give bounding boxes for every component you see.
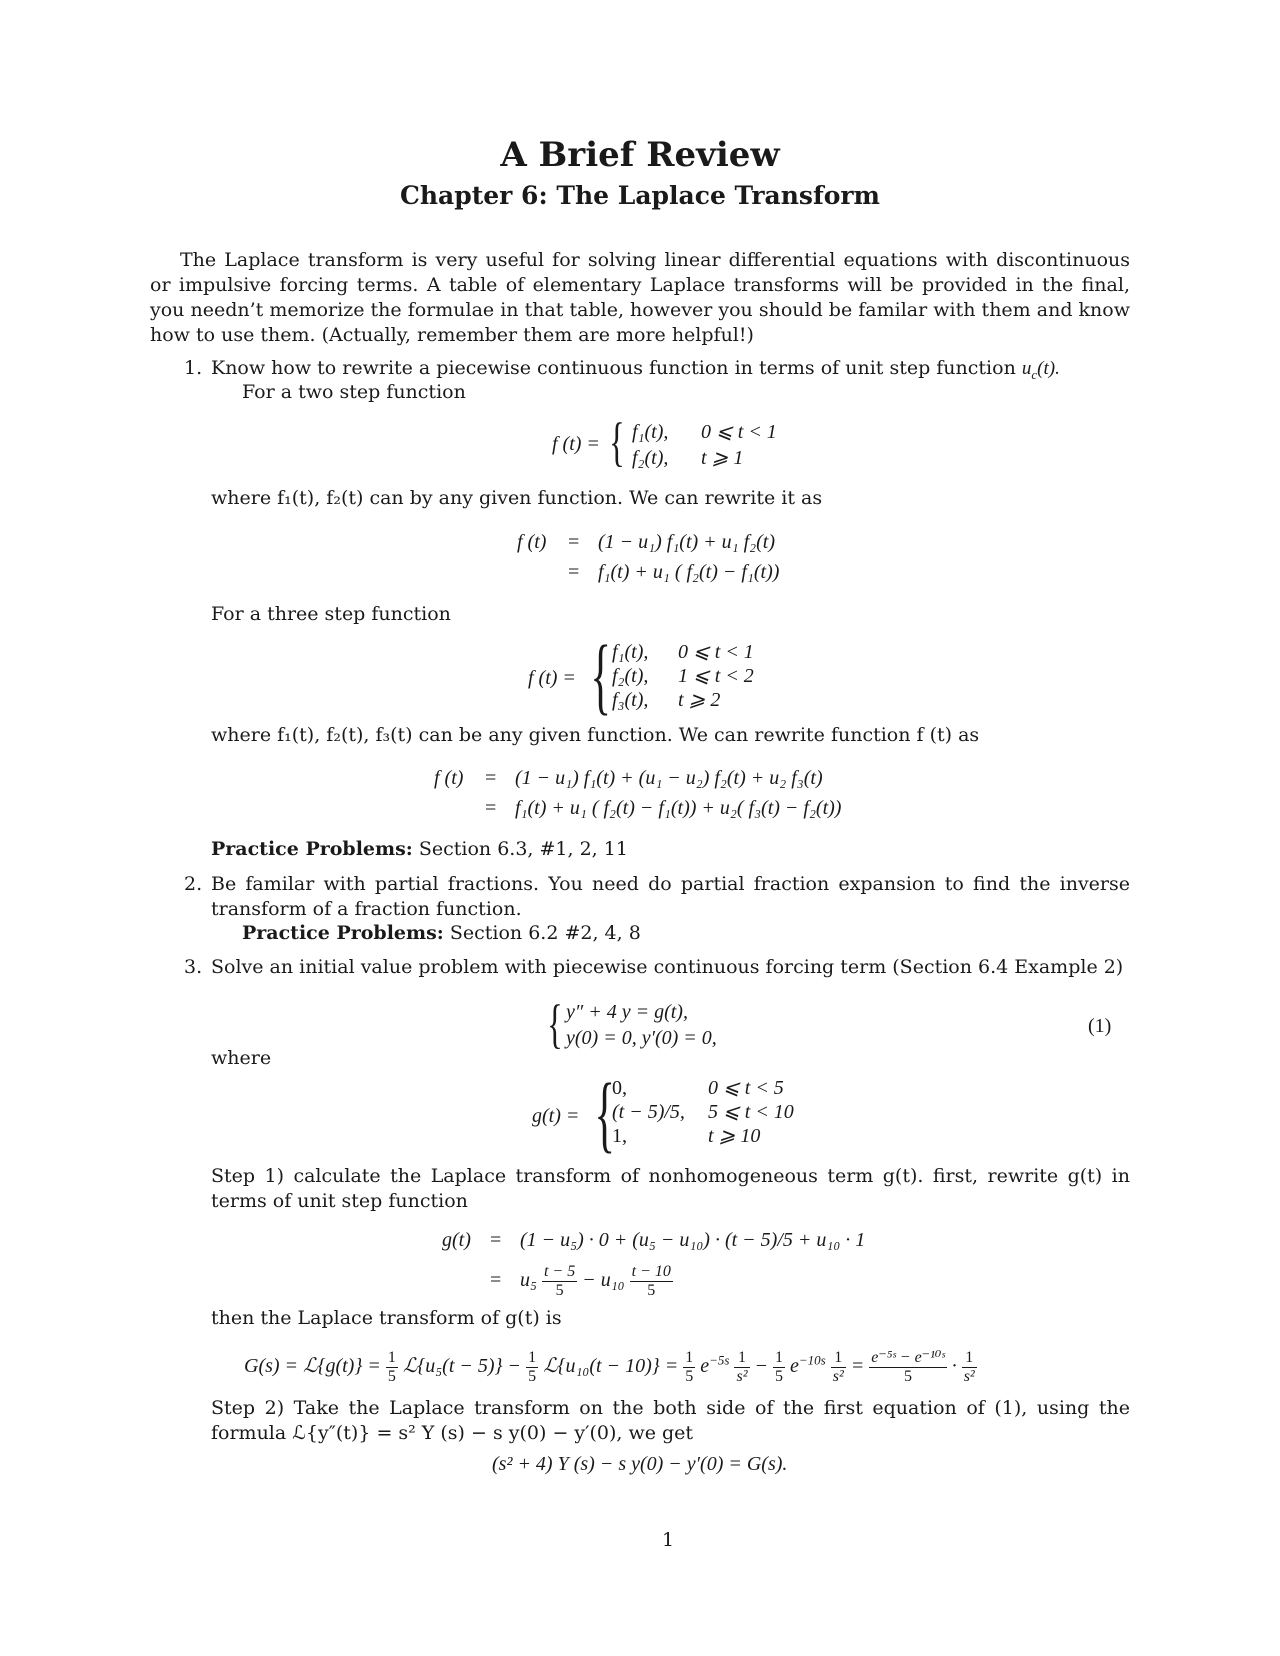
item-3-number: 3. — [184, 956, 203, 978]
g-case-2-cond: 5 ⩽ t < 10 — [708, 1101, 794, 1123]
two-step-case-2-cond: t ⩾ 1 — [701, 447, 744, 469]
g-case-3-cond: t ⩾ 10 — [708, 1125, 761, 1147]
equation-number: (1) — [1088, 1015, 1112, 1037]
G-frac-5: $\frac{1}{5}$ — [775, 1348, 784, 1385]
three-step-rewrite-rhs-2: f₁(t) + u₁ ( f₂(t) − f₁(t)) + u₂( f₃(t) − f₂(t)) — [515, 797, 842, 819]
three-step-rewrite-rhs-1: (1 − u₁) f₁(t) + (u₁ − u₂) f₂(t) + u₂ f₃(t) — [515, 767, 823, 789]
three-step-rewrite-eq-2: = — [485, 797, 497, 819]
item-1-practice-text: Section 6.3, #1, 2, 11 — [418, 838, 628, 860]
g-lhs: g(t) = — [532, 1105, 580, 1127]
g-rewrite-eq-2: = — [490, 1269, 502, 1291]
g-rewrite-eq-1: = — [490, 1229, 502, 1251]
two-step-case-2-fn: f₂(t), — [632, 447, 669, 469]
item-1-text — [211, 356, 1060, 381]
g-case-1-cond: 0 ⩽ t < 5 — [708, 1077, 784, 1099]
G-frac-6: $\frac{1}{\text{s²}}$ — [832, 1348, 844, 1385]
then-text: then the Laplace transform of g(t) is — [211, 1307, 562, 1329]
two-step-rewrite-rhs-2: f₁(t) + u₁ ( f₂(t) − f₁(t)) — [598, 561, 780, 583]
G-frac-8: $\frac{1}{\text{s²}}$ — [963, 1348, 975, 1385]
two-step-case-1-fn: f₁(t), — [632, 421, 669, 443]
G-equation: G(s) = ℒ{g(t)} = $\frac{1}{5}$ ℒ{u₅(t − 5)} − $\frac{1}{5}$ ℒ{u₁₀(t − 10)} = $\frac{1}{5}$ $e^{-5s}$ $\frac{1}{\text{s²}}$ − $\frac{1}{5}$ $e^{-10s}$ $\frac{1}{\text{s²}}$ = $\frac{\text{e⁻⁵ˢ − e⁻¹⁰ˢ}}{5}$ · $\frac{1}{\text{s²}}$ — [244, 1348, 975, 1385]
item-1-practice — [211, 837, 628, 862]
three-step-case-3-fn: f₃(t), — [612, 689, 649, 711]
two-step-lhs: f (t) = — [552, 433, 600, 455]
three-step-case-1-cond: 0 ⩽ t < 1 — [678, 641, 754, 663]
three-step-brace: { — [590, 627, 611, 723]
two-step-rewrite-lhs: f (t) — [517, 531, 547, 553]
page-title: A Brief Review — [500, 135, 780, 175]
three-step-where: where f₁(t), f₂(t), f₃(t) can be any given function. We can rewrite function f (t) as — [211, 724, 980, 746]
two-step-rewrite-eq-1: = — [568, 531, 580, 553]
three-step-case-2-fn: f₂(t), — [612, 665, 649, 687]
three-step-label: For a three step function — [211, 603, 451, 625]
ivp-line-2: y(0) = 0, y′(0) = 0, — [566, 1027, 717, 1049]
G-frac-3: $\frac{1}{5}$ — [685, 1348, 694, 1385]
item-1-practice-label: Practice Problems: — [211, 838, 413, 860]
item-2-practice-text: Section 6.2 #2, 4, 8 — [449, 922, 641, 944]
three-step-case-3-cond: t ⩾ 2 — [678, 689, 721, 711]
unit-step-symbol: $u_c(t)$. — [1021, 358, 1060, 382]
g-rewrite-line-1: (1 − u₅) · 0 + (u₅ − u₁₀) · (t − 5)/5 + u₁₀ · 1 — [520, 1229, 866, 1251]
intro-paragraph: The Laplace transform is very useful for solving linear differential equations with discontinuous or impulsive forcing terms. A table of elementary Laplace transforms will be provided in the final, you needn’t memorize the formulae in that table, however you should be familar with them and know how to use them. (Actually, remember them are more helpful!) — [150, 249, 1130, 346]
three-step-case-1-fn: f₁(t), — [612, 641, 649, 663]
ivp-line-1: y″ + 4 y = g(t), — [566, 1001, 688, 1023]
item-2-practice-label: Practice Problems: — [242, 922, 444, 944]
g-frac-2: $\frac{t - 10}{5}$ — [631, 1262, 671, 1299]
G-frac-1: $\frac{1}{5}$ — [387, 1348, 396, 1385]
g-frac-1: $\frac{t - 5}{5}$ — [543, 1262, 576, 1299]
item-1-text-body: Know how to rewrite a piecewise continuous function in terms of unit step function — [211, 357, 1016, 379]
two-step-where: where f₁(t), f₂(t) can by any given function. We can rewrite it as — [211, 487, 823, 509]
G-frac-4: $\frac{1}{\text{s²}}$ — [736, 1348, 748, 1385]
step-1-text: Step 1) calculate the Laplace transform of nonhomogeneous term g(t). first, rewrite g(t) in terms of unit step function — [211, 1165, 1130, 1212]
item-3-text: Solve an initial value problem with piecewise continuous forcing term (Section 6.4 Example 2) — [211, 956, 1124, 978]
two-step-rewrite-eq-2: = — [568, 561, 580, 583]
item-2-practice — [242, 921, 641, 946]
three-step-lhs: f (t) = — [528, 667, 576, 689]
two-step-case-1-cond: 0 ⩽ t < 1 — [701, 421, 777, 443]
two-step-brace: { — [609, 412, 625, 472]
g-case-2-fn: (t − 5)/5, — [612, 1101, 685, 1123]
g-rewrite-line-2: u₅ $\frac{t - 5}{5}$ − u₁₀ $\frac{t - 10}{5}$ — [520, 1262, 671, 1299]
page-subtitle: Chapter 6: The Laplace Transform — [399, 181, 881, 210]
item-1-number: 1. — [184, 357, 203, 379]
final-equation: (s² + 4) Y (s) − s y(0) − y′(0) = G(s). — [492, 1453, 788, 1475]
G-frac-7: $\frac{\text{e⁻⁵ˢ − e⁻¹⁰ˢ}}{5}$ — [871, 1348, 945, 1385]
where-label: where — [211, 1047, 272, 1069]
three-step-rewrite-eq-1: = — [485, 767, 497, 789]
g-case-1-fn: 0, — [612, 1077, 627, 1099]
G-frac-2: $\frac{1}{5}$ — [528, 1348, 537, 1385]
g-rewrite-lhs: g(t) — [442, 1229, 471, 1251]
two-step-label: For a two step function — [242, 381, 466, 403]
g-case-3-fn: 1, — [612, 1125, 627, 1147]
three-step-case-2-cond: 1 ⩽ t < 2 — [678, 665, 754, 687]
three-step-rewrite-lhs: f (t) — [434, 767, 464, 789]
g-brace: { — [594, 1065, 615, 1161]
ivp-brace: { — [547, 994, 563, 1054]
page-number: 1 — [662, 1529, 675, 1551]
step-2-text: Step 2) Take the Laplace transform on the both side of the first equation of (1), using the formula ℒ{y″(t)} = s² Y (s) − s y(0) − y′(0), we get — [211, 1397, 1130, 1444]
item-2-text: Be familar with partial fractions. You need do partial fraction expansion to find the inverse transform of a fraction function. — [211, 873, 1130, 920]
item-2-number: 2. — [184, 873, 203, 895]
two-step-rewrite-rhs-1: (1 − u₁) f₁(t) + u₁ f₂(t) — [598, 531, 775, 553]
